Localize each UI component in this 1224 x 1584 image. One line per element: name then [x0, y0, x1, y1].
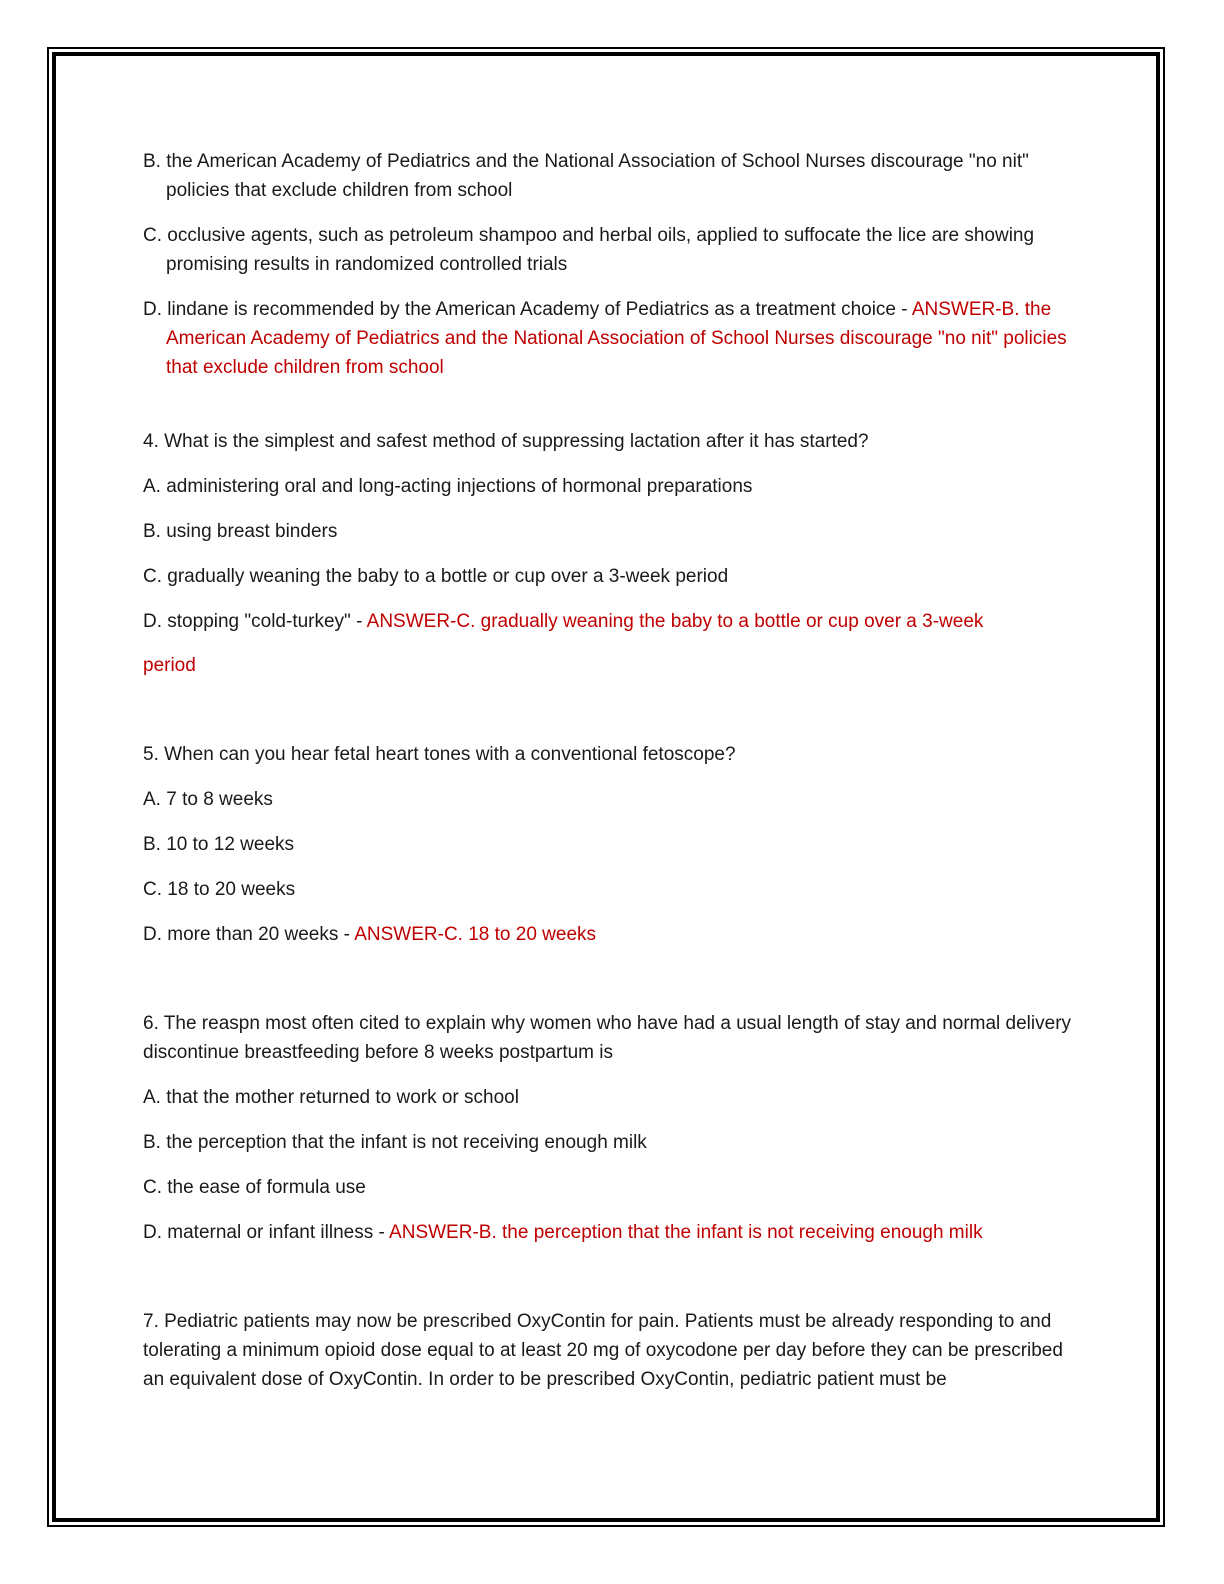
document-body	[143, 143, 1078, 1394]
q4-option-b: B. using breast binders	[143, 521, 338, 542]
q7-question: 7. Pediatric patients may now be prescribed OxyContin for pain. Patients must be already responding to and tolerating a minimum opioid dose equal to at least 20 mg of oxycodone per day before they can be prescribed an equivalent dose of OxyContin. In order to be prescribed OxyContin, pediatric patient must be	[143, 1311, 1063, 1390]
q5-option-d: D. more than 20 weeks - ANSWER-C. 18 to 20 weeks	[143, 924, 597, 945]
q4-question: 4. What is the simplest and safest method of suppressing lactation after it has started?	[143, 431, 869, 452]
q3-option-d: D. lindane is recommended by the American Academy of Pediatrics as a treatment choice - ANSWER-B. the American Academy of Pediatrics and the National Association of School Nurses discourage "no nit" policies that exclude children from school	[143, 299, 1067, 378]
q4-answer: ANSWER-C. gradually weaning the baby to a bottle or cup over a 3-week	[366, 611, 984, 632]
q3-answer: ANSWER-B. the American Academy of Pediatrics and the National Association of School Nurses discourage "no nit" policies that exclude children from school	[166, 299, 1067, 378]
q4-answer-cont: period	[143, 655, 196, 676]
q4-option-c: C. gradually weaning the baby to a bottle or cup over a 3-week period	[143, 566, 729, 587]
q4-option-d: D. stopping "cold-turkey" - ANSWER-C. gradually weaning the baby to a bottle or cup over a 3-week	[143, 611, 984, 632]
q5-question: 5. When can you hear fetal heart tones with a conventional fetoscope?	[143, 744, 736, 765]
q6-option-a: A. that the mother returned to work or school	[143, 1087, 519, 1108]
q5-option-a: A. 7 to 8 weeks	[143, 789, 273, 810]
q5-answer: ANSWER-C. 18 to 20 weeks	[354, 924, 597, 945]
q5-option-b: B. 10 to 12 weeks	[143, 834, 295, 855]
q4-option-a: A. administering oral and long-acting injections of hormonal preparations	[143, 476, 753, 497]
q5-option-c: C. 18 to 20 weeks	[143, 879, 296, 900]
q6-answer: ANSWER-B. the perception that the infant is not receiving enough milk	[389, 1222, 983, 1243]
q3-option-c: C. occlusive agents, such as petroleum shampoo and herbal oils, applied to suffocate the lice are showing promising results in randomized controlled trials	[143, 225, 1035, 275]
q3-option-b: B. the American Academy of Pediatrics and the National Association of School Nurses discourage "no nit" policies that exclude children from school	[143, 151, 1029, 201]
q6-question: 6. The reaspn most often cited to explain why women who have had a usual length of stay and normal delivery discontinue breastfeeding before 8 weeks postpartum is	[143, 1013, 1072, 1063]
q6-option-d: D. maternal or infant illness - ANSWER-B. the perception that the infant is not receiving enough milk	[143, 1222, 983, 1243]
q6-option-b: B. the perception that the infant is not receiving enough milk	[143, 1132, 647, 1153]
q6-option-c: C. the ease of formula use	[143, 1177, 366, 1198]
